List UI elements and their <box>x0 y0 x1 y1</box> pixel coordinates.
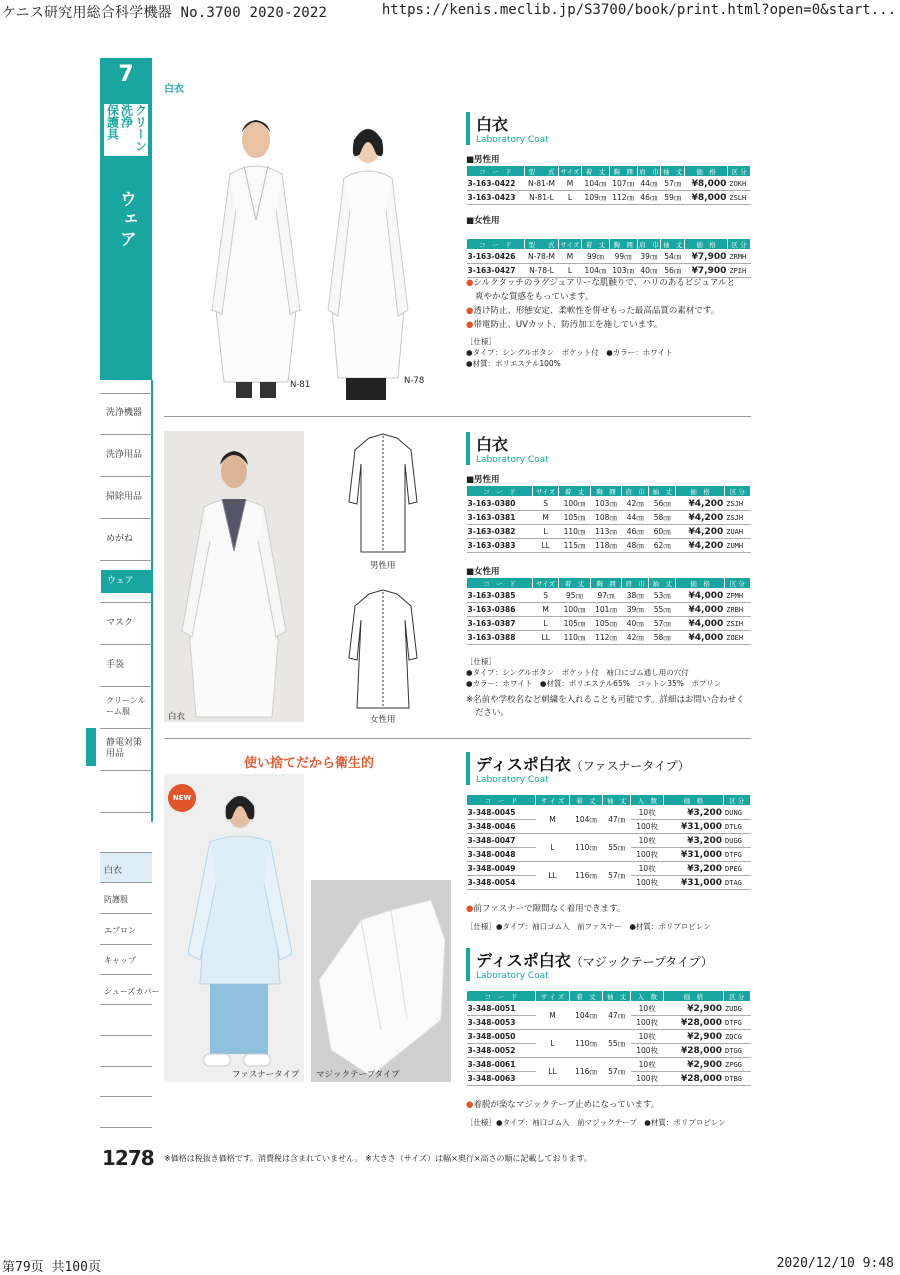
product2-title: 白衣 <box>476 435 509 454</box>
product3-title-suffix: （ファスナータイプ） <box>570 759 690 773</box>
table-row: 3-163-0387 L 105㎝ 105㎝ 40㎝ 57㎝ ¥4,000 ZSIH <box>467 617 751 631</box>
sidebar-item-sweeping[interactable]: 掃除用品 <box>106 492 143 502</box>
product3-table: コ ー ド サ イ ズ 着 丈 袖 丈 入 数 価 格 区 分 3-348-0045 M 104㎝ 47㎝ 10枚 ¥3,200 DUNG 3-348-0046 100枚 ¥31,000 DTLG 3-348-0047 L 110㎝ 55㎝ 10枚 ¥3,200 DUGG 3-348-0048 100枚 ¥31,000 DTFG 3-348-0049 LL 116㎝ 57㎝ 10枚 ¥3,200 DPEG 3-348-0054 100枚 ¥31,000 DTAG <box>466 794 751 890</box>
product1-spec: ［仕様］ ●タイプ：シングルボタン ポケット付 ●カラー：ホワイト ●材質：ポリエステル100% <box>466 337 673 368</box>
table-row: 3-163-0385 S 95㎝ 97㎝ 38㎝ 53㎝ ¥4,000 ZPMH <box>467 589 751 603</box>
table-row: 3-163-0427 N-78-L L 104㎝ 103㎝ 40㎝ 56㎝ ¥7,900 ZPIH <box>467 264 751 278</box>
product4-table: コ ー ド サ イ ズ 着 丈 袖 丈 入 数 価 格 区 分 3-348-0051 M 104㎝ 47㎝ 10枚 ¥2,900 ZUDG 3-348-0053 100枚 ¥28,000 DTFG 3-348-0050 L 110㎝ 55㎝ 10枚 ¥2,900 ZQCG 3-348-0052 100枚 ¥28,000 DTGG 3-348-0061 LL 116㎝ 57㎝ 10枚 ¥2,900 ZPGG 3-348-0063 100枚 ¥28,000 DTBG <box>466 990 751 1086</box>
product1-men-label: ■男性用 <box>466 155 500 165</box>
table-row: 3-163-0388 LL 110㎝ 112㎝ 42㎝ 58㎝ ¥4,000 ZOEH <box>467 631 751 645</box>
table-row: 3-163-0380 S 100㎝ 103㎝ 42㎝ 56㎝ ¥4,200 ZSJH <box>467 497 751 511</box>
product2-spec: ［仕様］ ●タイプ：シングルボタン ポケット付 袖口にゴム通し用の穴付 ●カラー：ホワイト ●材質：ポリエステル65% コットン35% ポプリン <box>466 657 722 688</box>
chapter-current-section: ウェア <box>116 190 136 250</box>
product4-spec: ［仕様］●タイプ：袖口ゴム入 前マジックテープ ●材質：ポリプロピレン <box>466 1118 726 1127</box>
product4-title-en: Laboratory Coat <box>476 971 549 981</box>
sidebar-item-antistatic[interactable]: 静電対策用品 <box>106 738 143 759</box>
table-row: 3-348-0045 M 104㎝ 47㎝ 10枚 ¥3,200 DUNG <box>467 806 751 820</box>
product1-women-table: コ ー ド 型 式 サイズ 着 丈 胸 囲 肩 巾 袖 丈 価 格 区 分 3-163-0426 N-78-M M 99㎝ 99㎝ 39㎝ 54㎝ ¥7,900 ZRMH 3-163-0427 N-78-L L 104㎝ 103㎝ 40㎝ 56㎝ ¥7,900 ZPIH <box>466 238 751 278</box>
product4-title-block <box>466 948 713 981</box>
chapter-number: 7 <box>118 62 134 87</box>
men-coat-label: 男性用 <box>370 561 396 571</box>
product1-title-block <box>466 112 549 145</box>
table-row: 3-163-0423 N-81-L L 109㎝ 112㎝ 46㎝ 59㎝ ¥8,000 ZSLH <box>467 191 751 205</box>
table-row: 3-348-0054 100枚 ¥31,000 DTAG <box>467 876 751 890</box>
product2-women-table: コ ー ド サイズ 着 丈 胸 囲 肩 巾 袖 丈 価 格 区 分 3-163-0385 S 95㎝ 97㎝ 38㎝ 53㎝ ¥4,000 ZPMH 3-163-0386 M 100㎝ 101㎝ 39㎝ 55㎝ ¥4,000 ZRBH 3-163-0387 L 105㎝ 105㎝ 40㎝ 57㎝ ¥4,000 ZSIH 3-163-0388 LL 110㎝ 112㎝ 42㎝ 58㎝ ¥4,000 ZOEH <box>466 577 751 645</box>
women-coat-diagram <box>345 588 421 714</box>
print-header-url: https://kenis.meclib.jp/S3700/book/print.html?open=0&start... <box>381 2 896 18</box>
sidebar-item-masks[interactable]: マスク <box>106 618 134 628</box>
category-line: 保護具 <box>105 104 120 140</box>
print-footer-page: 第79页 共100页 <box>2 1260 101 1275</box>
product2-title-block <box>466 432 549 465</box>
women-coat-label: 女性用 <box>370 715 396 725</box>
sidebar-sub-apron[interactable]: エプロン <box>104 926 136 935</box>
product2-photo-label: 白衣 <box>168 712 186 722</box>
sidebar-item-glasses[interactable]: めがね <box>106 534 134 544</box>
photo-label-n81: N-81 <box>290 380 311 390</box>
disposable-coat-photo-velcro <box>311 880 451 1082</box>
slogan: 使い捨てだから衛生的 <box>244 756 375 771</box>
male-model-figure <box>212 120 300 398</box>
female-model-figure <box>328 129 408 400</box>
table-row: 3-163-0386 M 100㎝ 101㎝ 39㎝ 55㎝ ¥4,000 ZRBH <box>467 603 751 617</box>
men-coat-diagram <box>345 432 421 558</box>
page-number: 1278 <box>102 1146 154 1170</box>
product3-spec: ［仕様］●タイプ：袖口ゴム入 前ファスナー ●材質：ポリプロピレン <box>466 922 711 931</box>
product2-men-label: ■男性用 <box>466 475 500 485</box>
sidebar-sub-protective[interactable]: 防護服 <box>104 895 128 904</box>
product2-photo <box>164 431 304 722</box>
product3-feature: ●前ファスナーで隙間なく着用できます。 <box>466 904 626 914</box>
product2-title-en: Laboratory Coat <box>476 455 549 465</box>
product1-men-table: コ ー ド 型 式 サイズ 着 丈 胸 囲 肩 巾 袖 丈 価 格 区 分 3-163-0422 N-81-M M 104㎝ 107㎝ 44㎝ 57㎝ ¥8,000 ZOKH 3-163-0423 N-81-L L 109㎝ 112㎝ 46㎝ 59㎝ ¥8,000 ZSLH <box>466 165 751 205</box>
product1-title: 白衣 <box>476 115 509 134</box>
footnote: ※価格は税抜き価格です。消費税は含まれていません。 ※大きさ（サイズ）は幅×奥行×高さの順に記載しております。 <box>164 1154 592 1163</box>
table-row: 3-163-0381 M 105㎝ 108㎝ 44㎝ 58㎝ ¥4,200 ZSJH <box>467 511 751 525</box>
table-row: 3-348-0047 L 110㎝ 55㎝ 10枚 ¥3,200 DUGG <box>467 834 751 848</box>
product3-title: ディスポ白衣 <box>476 755 571 774</box>
table-row: 3-348-0049 LL 116㎝ 57㎝ 10枚 ¥3,200 DPEG <box>467 862 751 876</box>
print-footer-date: 2020/12/10 9:48 <box>776 1256 894 1271</box>
product3-title-en: Laboratory Coat <box>476 775 549 785</box>
sidebar-marker <box>86 728 96 766</box>
product2-women-label: ■女性用 <box>466 567 500 577</box>
table-row: 3-348-0050 L 110㎝ 55㎝ 10枚 ¥2,900 ZQCG <box>467 1030 751 1044</box>
sidebar-sub-cap[interactable]: キャップ <box>104 956 136 965</box>
product1-title-en: Laboratory Coat <box>476 135 549 145</box>
sidebar-item-wear[interactable]: ウェア <box>101 570 151 593</box>
table-row: 3-163-0422 N-81-M M 104㎝ 107㎝ 44㎝ 57㎝ ¥8,000 ZOKH <box>467 177 751 191</box>
sidebar-divider <box>151 380 153 822</box>
table-row: 3-348-0063 100枚 ¥28,000 DTBG <box>467 1072 751 1086</box>
sidebar-item-washers[interactable]: 洗浄機器 <box>106 408 143 418</box>
category-line: 洗浄 <box>119 104 134 128</box>
product4-feature: ●着脱が楽なマジックテープ止めになっています。 <box>466 1100 660 1110</box>
section-divider <box>164 738 751 739</box>
sidebar-item-cleanroom[interactable]: クリーンルーム服 <box>106 696 146 716</box>
product4-title: ディスポ白衣 <box>476 951 571 970</box>
new-badge: NEW <box>168 784 196 812</box>
chapter-category <box>104 104 148 156</box>
photo-label-fastener: ファスナータイプ <box>232 1070 300 1080</box>
sidebar-item-cleaning[interactable]: 洗浄用品 <box>106 450 143 460</box>
sidebar-sub-labcoat[interactable]: 白衣 <box>104 866 123 876</box>
product1-features: ●シルクタッチのラグジュアリーな肌触りで、ハリのあるビジュアルと 爽やかな質感をもっています。 ●透け防止、形態安定、柔軟性を併せもった最高品質の素材です。 ●帯電防止、UVカット、防汚加工を施しています。 <box>466 278 736 330</box>
product1-women-label: ■女性用 <box>466 216 500 226</box>
product4-title-suffix: （マジックテープタイプ） <box>570 955 713 969</box>
sidebar-sub-shoecover[interactable]: シューズカバー <box>104 987 160 996</box>
table-row: 3-348-0051 M 104㎝ 47㎝ 10枚 ¥2,900 ZUDG <box>467 1002 751 1016</box>
labcoat-models-photo <box>200 110 440 405</box>
product2-men-table: コ ー ド サイズ 着 丈 胸 囲 肩 巾 袖 丈 価 格 区 分 3-163-0380 S 100㎝ 103㎝ 42㎝ 56㎝ ¥4,200 ZSJH 3-163-0381 M 105㎝ 108㎝ 44㎝ 58㎝ ¥4,200 ZSJH 3-163-0382 L 110㎝ 113㎝ 46㎝ 60㎝ ¥4,200 ZUAH 3-163-0383 LL 115㎝ 118㎝ 48㎝ 62㎝ ¥4,200 ZUMH <box>466 485 751 553</box>
print-header-title: ケニス研究用総合科学機器 No.3700 2020-2022 <box>2 5 328 21</box>
table-row: 3-163-0426 N-78-M M 99㎝ 99㎝ 39㎝ 54㎝ ¥7,900 ZRMH <box>467 250 751 264</box>
product2-note: ※名前や学校名など刺繍を入れることも可能です。詳細はお問い合わせく ださい。 <box>466 695 745 718</box>
table-row: 3-163-0382 L 110㎝ 113㎝ 46㎝ 60㎝ ¥4,200 ZUAH <box>467 525 751 539</box>
product3-title-block <box>466 752 690 785</box>
table-row: 3-348-0048 100枚 ¥31,000 DTFG <box>467 848 751 862</box>
photo-label-n78: N-78 <box>404 376 425 386</box>
table-row: 3-348-0052 100枚 ¥28,000 DTGG <box>467 1044 751 1058</box>
disposable-coat-photo-fastener <box>164 774 304 1082</box>
table-row: 3-348-0053 100枚 ¥28,000 DTFG <box>467 1016 751 1030</box>
table-row: 3-348-0046 100枚 ¥31,000 DTLG <box>467 820 751 834</box>
photo-label-velcro: マジックテープタイプ <box>316 1070 400 1080</box>
breadcrumb: 白衣 <box>164 84 184 95</box>
sidebar-item-gloves[interactable]: 手袋 <box>106 660 125 670</box>
table-row: 3-163-0383 LL 115㎝ 118㎝ 48㎝ 62㎝ ¥4,200 ZUMH <box>467 539 751 553</box>
category-line: クリーン <box>133 104 148 152</box>
section-divider <box>164 416 751 417</box>
table-row: 3-348-0061 LL 116㎝ 57㎝ 10枚 ¥2,900 ZPGG <box>467 1058 751 1072</box>
